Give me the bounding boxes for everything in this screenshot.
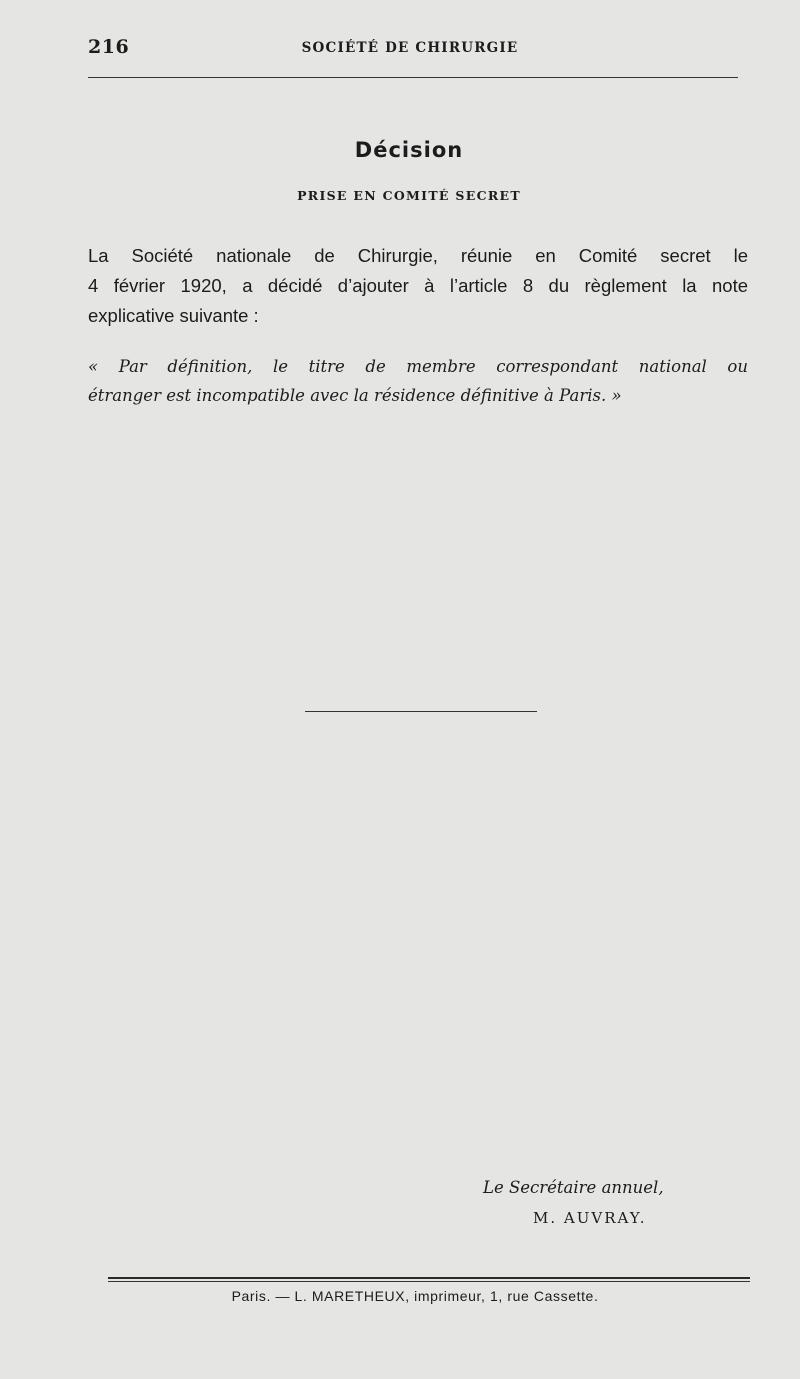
body-paragraph xyxy=(88,241,748,331)
footer-rule-thin xyxy=(108,1281,750,1282)
section-title: Décision xyxy=(354,138,464,162)
running-head: SOCIÉTÉ DE CHIRURGIE xyxy=(301,40,519,56)
printer-imprint: Paris. — L. MARETHEUX, imprimeur, 1, rue Cassette. xyxy=(231,1288,599,1304)
paragraph-line: explicative suivante : xyxy=(88,305,259,326)
quoted-rule-text xyxy=(88,352,748,410)
quote-line: « Par définition, le titre de membre correspondant national ou xyxy=(88,357,748,376)
paragraph-line: 4 février 1920, a décidé d’ajouter à l’article 8 du règlement la note xyxy=(88,275,748,296)
footer-rule-thick xyxy=(108,1277,750,1279)
signature-role: Le Secrétaire annuel, xyxy=(483,1178,664,1197)
paragraph-line: La Société nationale de Chirurgie, réunie en Comité secret le xyxy=(88,245,748,266)
section-divider xyxy=(305,711,537,712)
section-subtitle: PRISE EN COMITÉ SECRET xyxy=(297,188,521,203)
signature-name: M. AUVRAY. xyxy=(533,1209,647,1227)
page-number: 216 xyxy=(88,36,130,58)
header-rule xyxy=(88,77,738,78)
quote-line: étranger est incompatible avec la résidence définitive à Paris. » xyxy=(88,386,622,405)
